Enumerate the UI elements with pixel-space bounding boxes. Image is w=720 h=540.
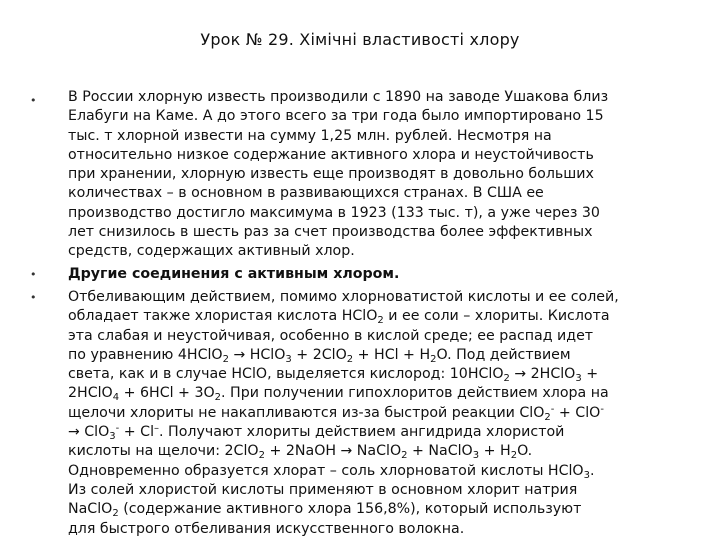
page-title: Урок № 29. Хімічні властивості хлору (200, 30, 520, 49)
text-line: Елабуги на Каме. А до этого всего за три года было импортировано 15 (68, 108, 604, 125)
text-line: при хранении, хлорную известь еще производят в довольно больших (68, 166, 594, 183)
text-line: света, как и в случае HClO, выделяется кислород: 10HClO$_2$ → 2HClO$_3$ + (68, 366, 599, 385)
text-line: производство достигло максимума в 1923 (133 тыс. т), а уже через 30 (68, 204, 600, 221)
text-line: 2HClO$_4$ + $6HCl + 3O_2$. При получении гипохлоритов действием хлора на (68, 385, 609, 404)
text-line: Одновременно образуется хлорат – соль хлорноватой кислоты HClO$_3$. (68, 462, 595, 481)
bullet-2: • (30, 268, 37, 281)
bullet-3: • (30, 291, 37, 304)
arrow-icon: → (233, 346, 246, 363)
paragraph-history (68, 88, 696, 262)
text-line: относительно низкое содержание активного хлора и неустойчивость (68, 146, 594, 163)
bullet-1: • (30, 94, 37, 107)
paragraph-heading: Другие соединения с активным хлором. (68, 266, 400, 282)
text-line: по уравнению 4HClO$_2$ → HClO$_3$ + 2ClO$_2$ + HCl + $H_2O$. Под действием (68, 346, 571, 365)
text-line: обладает также хлористая кислота HClO$_2$ и ее соли – хлориты. Кислота (68, 308, 610, 327)
arrow-icon: → (340, 443, 353, 460)
text-line: Отбеливающим действием, помимо хлорноватистой кислоты и ее солей, (68, 289, 619, 305)
text-line: В России хлорную известь производили с 1890 на заводе Ушакова близ (68, 89, 609, 105)
text-line: тыс. т хлорной извести на сумму 1,25 млн. рублей. Несмотря на (68, 127, 552, 144)
text-line: количествах – в основном в развивающихся странах. В США ее (68, 185, 544, 202)
text-line: лет снизилось в шесть раз за счет производства более эффективных (68, 224, 593, 241)
text-line: для быстрого отбеливания искусственного волокна. (68, 520, 465, 537)
paragraph-chlorites (68, 288, 696, 539)
text-line: Из солей хлористой кислоты применяют в основном хлорит натрия (68, 481, 578, 498)
arrow-icon: → (68, 424, 80, 441)
text-line: → ClO$_3$- + Cl–. Получают хлориты действием ангидрида хлористой (68, 423, 565, 443)
text-line: NaClO$_2$ (содержание активного хлора 156,8%), который используют (68, 501, 582, 520)
text-line: щелочи хлориты не накапливаются из-за быстрой реакции ClO$_2$- + ClO- (68, 403, 604, 423)
text-line: средств, содержащих активный хлор. (68, 243, 355, 260)
arrow-icon: → (514, 366, 527, 383)
text-line: кислоты на щелочи: 2ClO$_2$ + 2NaOH → NaClO$_2$ + NaClO$_3$ + $H_2O$. (68, 443, 533, 462)
text-line: эта слабая и неустойчивая, особенно в кислой среде; ее распад идет (68, 327, 594, 344)
